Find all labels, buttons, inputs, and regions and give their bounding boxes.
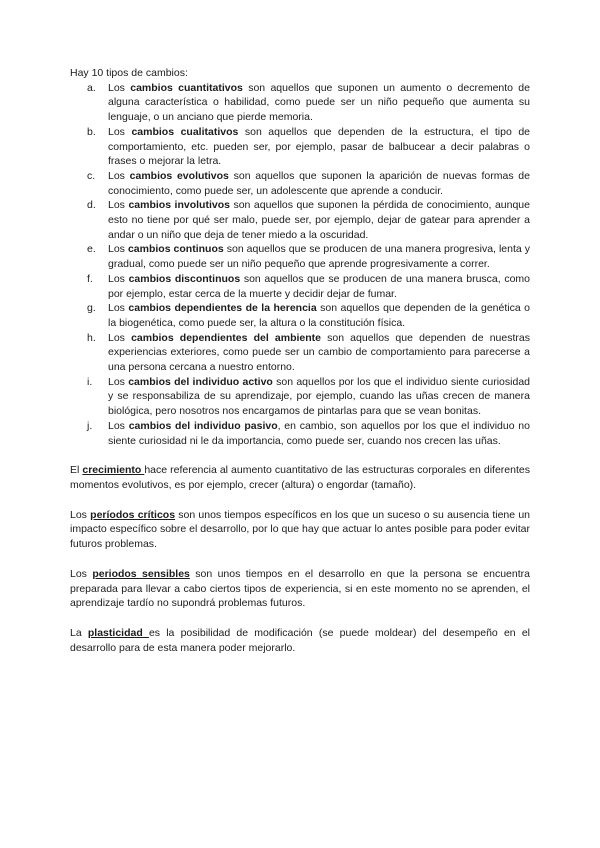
list-marker: f. — [87, 272, 93, 285]
item-text-rest: son aquellos que suponen la aparición de nuevas formas de conocimiento, como puede ser, un adolescente que aprende a conducir. — [108, 169, 530, 197]
item-term: cambios evolutivos — [129, 169, 229, 182]
item-text-rest: son aquellos que suponen un aumento o decremento de alguna característica o habilidad, como puede ser un niño pequeño que aumenta su lenguaje, o un anciano que pierde memoria. — [108, 81, 530, 124]
item-text-pre: Los — [108, 243, 128, 256]
item-text-rest: son aquellos que se producen de una manera brusca, como por ejemplo, estar cerca de la muerte y decidir dejar de fumar. — [108, 272, 530, 300]
item-text-rest: son aquellos que dependen de nuestras experiencias exteriores, como puede ser un cambio de comportamiento para parecerse a una persona cercana a nuestro entorno. — [108, 331, 530, 374]
para-term-plasticidad: plasticidad — [87, 626, 149, 639]
item-text-rest: , en cambio, son aquellos por los que el individuo no siente curiosidad ni le da importancia, como puede ser, cuando nos crecen las uñas. — [108, 419, 530, 447]
item-text-pre: Los — [108, 125, 132, 138]
paragraph-periodos-criticos — [70, 508, 530, 552]
para-term-crecimiento: crecimiento — [82, 464, 145, 477]
item-term: cambios cualitativos — [131, 125, 239, 138]
list-item-d — [70, 198, 530, 242]
intro-text: Hay 10 tipos de cambios: — [70, 67, 188, 79]
list-marker: c. — [87, 169, 96, 182]
list-item-j — [70, 419, 530, 448]
list-marker: a. — [87, 81, 96, 94]
item-term: cambios discontinuos — [128, 272, 241, 285]
para-text-pre: El — [70, 464, 83, 477]
list-item-e — [70, 242, 530, 271]
item-text-rest: son aquellos que se producen de una manera progresiva, lenta y gradual, como puede ser un niño pequeño que aprende progresivamente a correr. — [108, 243, 530, 271]
item-text-rest: son aquellos que dependen de la genética o la biogenética, como puede ser, la altura o la constitución física. — [108, 302, 530, 329]
list-item-f — [70, 272, 530, 301]
intro-line — [70, 66, 530, 81]
item-text-rest: son aquellos que suponen la pérdida de conocimiento, aunque esto no tiene por qué ser malo, puede ser, por ejemplo, dejar de gatear para aprender a andar o un niño que deja de tener miedo a la oscuridad. — [108, 199, 530, 241]
para-text-pre: La — [70, 626, 88, 639]
para-text-rest: hace referencia al aumento cuantitativo de las estructuras corporales en diferentes momentos evolutivos, es por ejemplo, crecer (altura) o engordar (tamaño). — [70, 464, 530, 491]
item-text-rest: son aquellos que dependen de la estructura, el tipo de comportamiento, etc. pueden ser, por ejemplo, pasar de balbucear a decir palabras o frases o mejorar la letra. — [108, 125, 530, 168]
item-text-pre: Los — [108, 169, 130, 182]
item-text-pre: Los — [108, 199, 129, 212]
paragraph-periodos-sensibles — [70, 567, 530, 611]
item-term: cambios continuos — [127, 243, 224, 256]
paragraph-plasticidad — [70, 626, 530, 655]
item-text-pre: Los — [108, 302, 129, 315]
list-item-a — [70, 81, 530, 125]
list-item-b — [70, 125, 530, 169]
list-item-g — [70, 301, 530, 330]
list-marker: d. — [87, 199, 96, 212]
item-text-pre: Los — [108, 81, 131, 94]
list-marker: i. — [87, 375, 93, 388]
item-text-rest: son aquellos por los que el individuo siente curiosidad y se responsabiliza de su aprendizaje, por ejemplo, cuando las uñas crecen de manera biológica, pero nosotros nos encargamos de pintarlas para que se vean bonitas. — [108, 375, 531, 418]
para-text-rest: son unos tiempos en el desarrollo en que la persona se encuentra preparada para llevar a cabo ciertos tipos de experiencia, si en este momento no se aprenden, el aprendizaje tardío no supondrá problemas futuros. — [70, 567, 530, 610]
item-term: cambios del individuo activo — [128, 375, 273, 388]
item-term: cambios involutivos — [128, 199, 230, 212]
para-term-periodos-sensibles: periodos sensibles — [92, 567, 190, 580]
list-item-i — [70, 375, 530, 419]
item-text-pre: Los — [108, 419, 129, 432]
item-term: cambios dependientes del ambiente — [131, 331, 321, 344]
list-item-c — [70, 169, 530, 198]
para-term-periodos-criticos: períodos críticos — [90, 508, 176, 521]
item-text-pre: Los — [108, 331, 132, 344]
item-text-pre: Los — [108, 375, 129, 388]
para-text-pre: Los — [70, 508, 91, 521]
list-marker: j. — [87, 419, 93, 432]
list-marker: g. — [87, 302, 96, 315]
para-text-pre: Los — [70, 567, 93, 580]
paragraph-crecimiento — [70, 463, 530, 492]
item-term: cambios dependientes de la herencia — [128, 302, 317, 315]
para-text-rest: son unos tiempos específicos en los que un suceso o su ausencia tiene un impacto específico sobre el desarrollo, por lo que hay que actuar lo antes posible para poder evitar futuros problemas. — [70, 508, 530, 551]
list-item-h — [70, 331, 530, 375]
changes-list — [70, 81, 530, 449]
list-marker: h. — [87, 331, 96, 344]
para-text-rest: es la posibilidad de modificación (se puede moldear) del desempeño en el desarrollo para de esta manera poder mejorarlo. — [70, 626, 530, 654]
item-text-pre: Los — [108, 272, 129, 285]
item-term: cambios del individuo pasivo — [128, 419, 278, 432]
list-marker: e. — [87, 243, 96, 256]
item-term: cambios cuantitativos — [130, 81, 243, 94]
list-marker: b. — [87, 125, 96, 138]
